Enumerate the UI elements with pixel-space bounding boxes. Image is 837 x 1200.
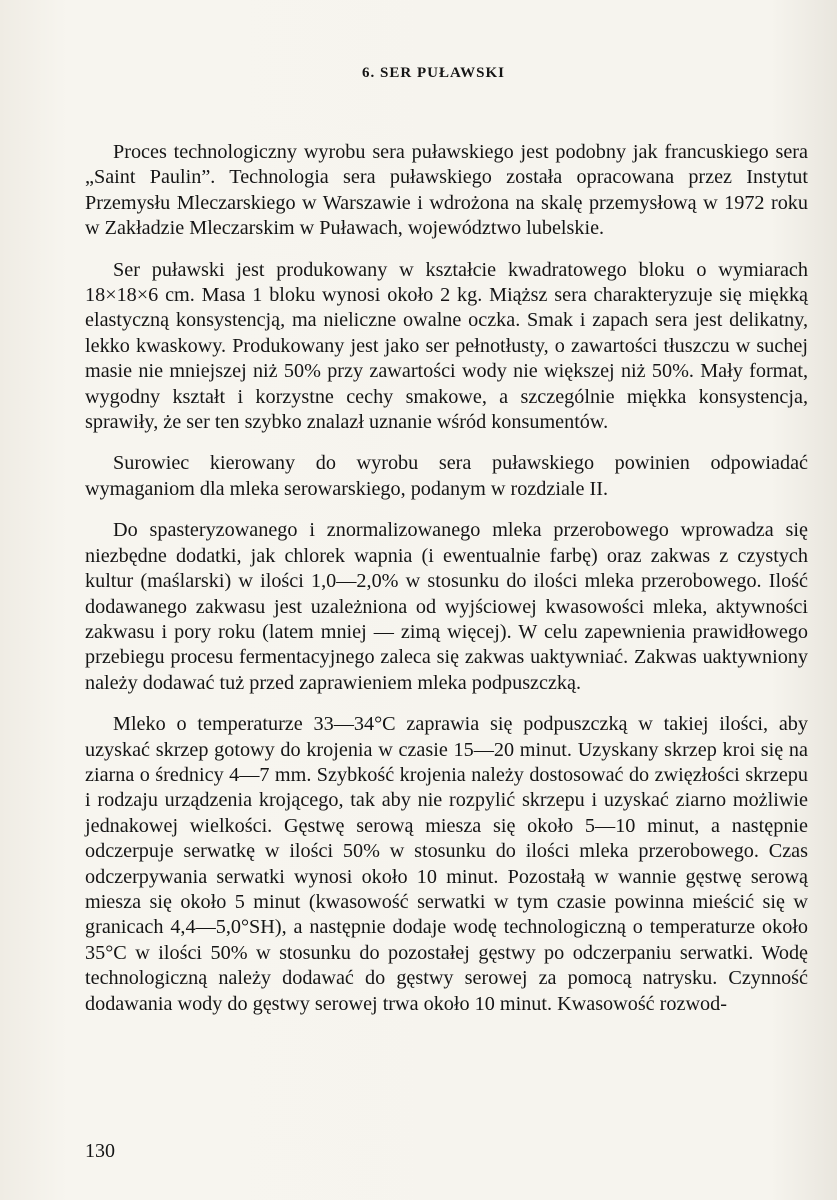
paragraph: Mleko o temperaturze 33—34°C zaprawia się podpuszczką w takiej ilości, aby uzyskać skrzep gotowy do krojenia w czasie 15—20 minut. Uzyskany skrzep kroi się na ziarna o średnicy 4—7 mm. Szybkość krojenia należy dostosować do zwięzłości skrzepu i rodzaju urządzenia krojącego, tak aby nie rozpylić skrzepu i uzyskać ziarno możliwie jednakowej wielkości. Gęstwę serową miesza się około 5—10 minut, a następnie odczerpuje serwatkę w ilości 50% w stosunku do ilości mleka przerobowego. Czas odczerpywania serwatki wynosi około 10 minut. Pozostałą w wannie gęstwę serową miesza się około 5 minut (kwasowość serwatki w tym czasie powinna mieścić się w granicach 4,4—5,0°SH), a następnie dodaje wodę technologiczną o temperaturze około 35°C w ilości 50% w stosunku do pozostałej gęstwy po odczerpaniu serwatki. Wodę technologiczną należy dodawać do gęstwy serowej za pomocą natrysku. Czynność dodawania wody do gęstwy serowej trwa około 10 minut. Kwasowość rozwod- (85, 713, 808, 1015)
paragraph: Surowiec kierowany do wyrobu sera puławskiego powinien odpowiadać wymaganiom dla mleka serowarskiego, podanym w rozdziale II. (85, 452, 808, 500)
section-heading: 6. SER PUŁAWSKI (362, 65, 505, 81)
paragraph: Proces technologiczny wyrobu sera puławskiego jest podobny jak francuskiego sera „Saint Paulin”. Technologia sera puławskiego została opracowana przez Instytut Przemysłu Mleczarskiego w Warszawie i wdrożona na skalę przemysłową w 1972 roku w Zakładzie Mleczarskim w Puławach, województwo lubelskie. (85, 141, 808, 240)
body-text (85, 140, 808, 1033)
page-number: 130 (85, 1140, 115, 1162)
paragraph: Ser puławski jest produkowany w kształcie kwadratowego bloku o wymiarach 18×18×6 cm. Masa 1 bloku wynosi około 2 kg. Miąższ sera charakteryzuje się miękką elastyczną konsystencją, ma nieliczne owalne oczka. Smak i zapach sera jest delikatny, lekko kwaskowy. Produkowany jest jako ser pełnotłusty, o zawartości tłuszczu w suchej masie nie mniejszej niż 50% przy zawartości wody nie większej niż 50%. Mały format, wygodny kształt i korzystne cechy smakowe, a szczególnie miękka konsystencja, sprawiły, że ser ten szybko znalazł uznanie wśród konsumentów. (85, 258, 808, 434)
paragraph: Do spasteryzowanego i znormalizowanego mleka przerobowego wprowadza się niezbędne dodatki, jak chlorek wapnia (i ewentualnie farbę) oraz zakwas z czystych kultur (maślarski) w ilości 1,0—2,0% w stosunku do ilości mleka przerobowego. Ilość dodawanego zakwasu jest uzależniona od wyjściowej kwasowości mleka, aktywności zakwasu i pory roku (latem mniej — zimą więcej). W celu zapewnienia prawidłowego przebiegu procesu fermentacyjnego zaleca się zakwas uaktywniać. Zakwas uaktywniony należy dodawać tuż przed zaprawieniem mleka podpuszczką. (85, 519, 808, 694)
